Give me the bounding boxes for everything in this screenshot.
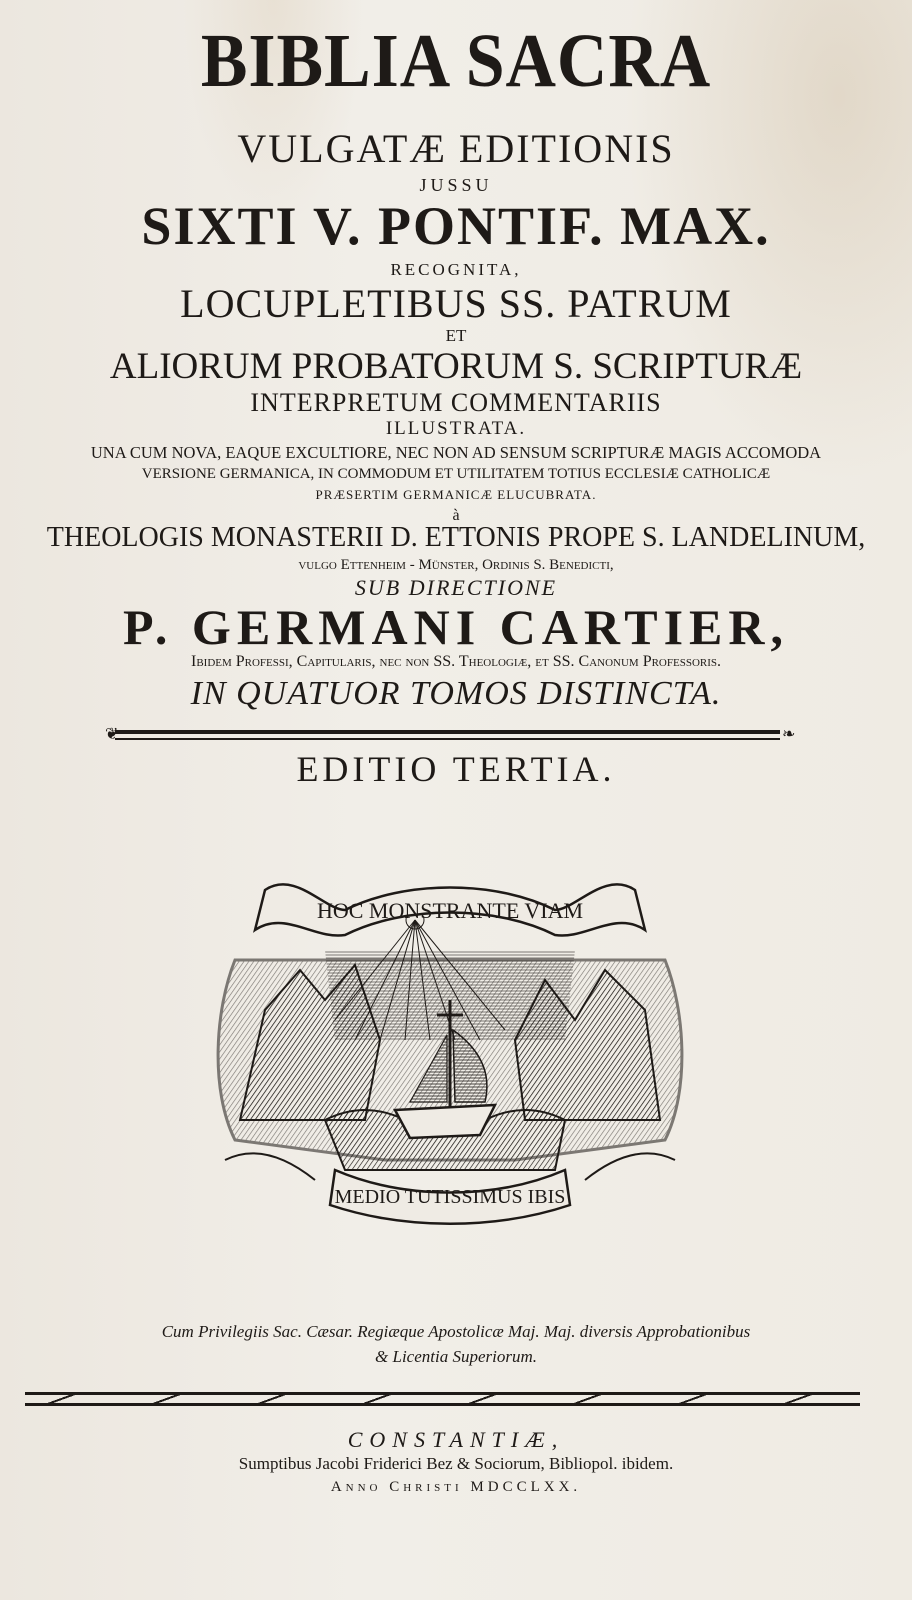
interpretum-line: INTERPRETUM COMMENTARIIS: [250, 388, 662, 417]
recognita-text: RECOGNITA,: [390, 260, 522, 279]
description-line: VERSIONE GERMANICA, IN COMMODUM ET UTILITATEM TOTIUS ECCLESIÆ CATHOLICÆ: [141, 466, 771, 482]
locupletibus-line: LOCUPLETIBUS SS. PATRUM: [180, 281, 732, 326]
volumes-text: IN QUATUOR TOMOS DISTINCTA.: [190, 675, 722, 712]
edition-text: EDITIO TERTIA.: [296, 749, 616, 789]
main-title: BIBLIA SACRA: [200, 19, 712, 103]
description-line: PRÆSERTIM GERMANICÆ ELUCUBRATA.: [315, 487, 597, 502]
jussu-text: JUSSU: [419, 175, 493, 195]
description-line: UNA CUM NOVA, EAQUE EXCULTIORE, NEC NON AD SENSUM SCRIPTURÆ MAGIS ACCOMODA: [90, 443, 822, 462]
vulgo-line: vulgo Ettenheim - Münster, Ordinis S. Benedicti,: [298, 557, 614, 573]
ornamental-rule: [115, 730, 780, 740]
emblem-motto-bottom: MEDIO TUTISSIMUS IBIS: [334, 1186, 566, 1208]
a-text: à: [452, 507, 460, 524]
emblem-motto-top: HOC MONSTRANTE VIAM: [316, 898, 584, 923]
ornamental-chain-rule: [25, 1392, 860, 1406]
theologis-line: THEOLOGIS MONASTERII D. ETTONIS PROPE S. LANDELINUM,: [46, 522, 866, 553]
printers-device-emblem-icon: [205, 870, 695, 1240]
publisher-line: Sumptibus Jacobi Friderici Bez & Sociorum, Bibliopol. ibidem.: [238, 1454, 674, 1473]
flourish-right-icon: ❧: [782, 726, 796, 743]
et-text: ET: [445, 326, 467, 345]
subtitle: VULGATÆ EDITIONIS: [237, 126, 675, 171]
editor-name: P. GERMANI CARTIER,: [122, 599, 789, 655]
place-of-publication: CONSTANTIÆ,: [347, 1427, 565, 1452]
privilege-line: & Licentia Superiorum.: [375, 1347, 537, 1366]
editor-titles: Ibidem Professi, Capitularis, nec non SS. Theologiæ, et SS. Canonum Professoris.: [190, 653, 722, 670]
sub-directione-text: SUB DIRECTIONE: [354, 575, 558, 600]
privilege-line: Cum Privilegiis Sac. Cæsar. Regiæque Apostolicæ Maj. Maj. diversis Approbationibus: [161, 1322, 751, 1341]
illustrata-text: ILLUSTRATA.: [385, 418, 527, 439]
flourish-left-icon: ❦: [105, 726, 119, 743]
publication-year: Anno Christi MDCCLXX.: [330, 1479, 582, 1495]
pope-name: SIXTI V. PONTIF. MAX.: [141, 196, 771, 256]
aliorum-line: ALIORUM PROBATORUM S. SCRIPTURÆ: [109, 346, 803, 387]
